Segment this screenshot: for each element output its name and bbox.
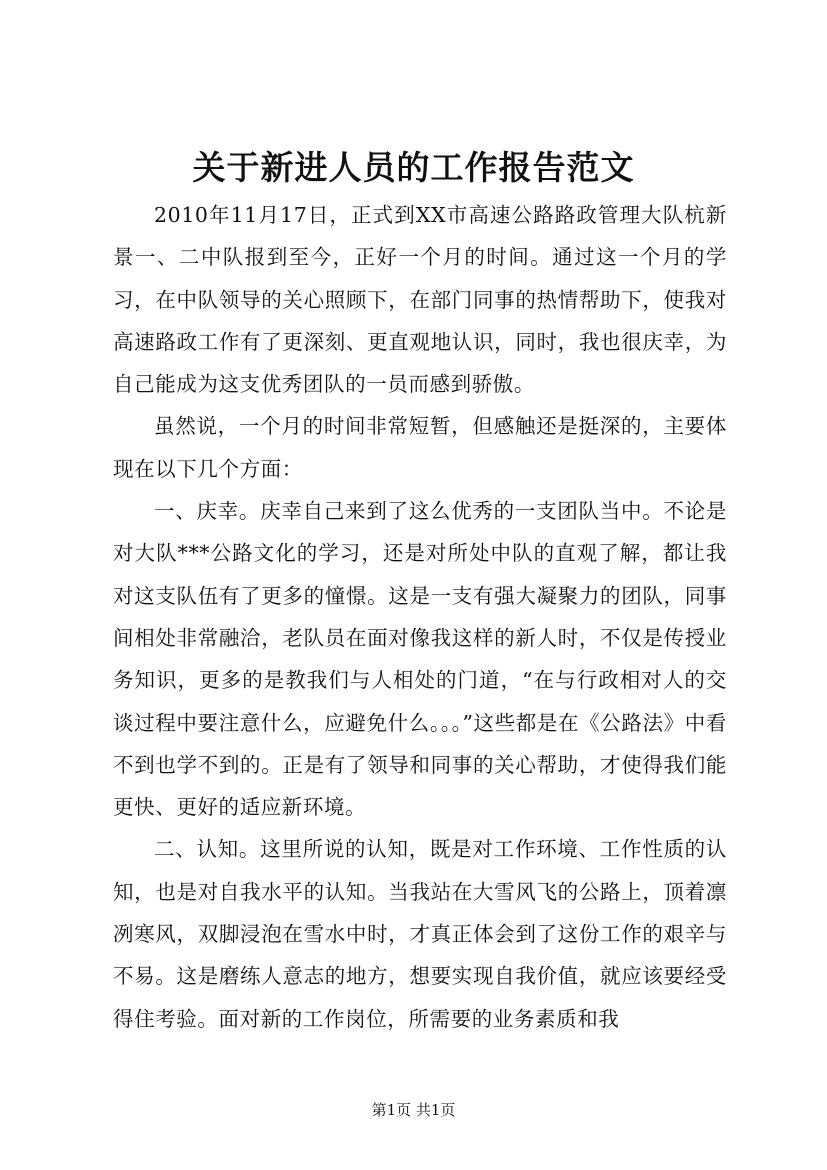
paragraph-1: 2010年11月17日，正式到XX市高速公路路政管理大队杭新景一、二中队报到至今，正好一个月的时间。通过这一个月的学习，在中队领导的关心照顾下，在部门同事的热情帮助下，使我对高速路政工作有了更深刻、更直观地认识，同时，我也很庆幸，为自己能成为这支优秀团队的一员而感到骄傲。 <box>113 203 727 397</box>
document-body <box>113 194 727 1040</box>
paragraph-4: 二、认知。这里所说的认知，既是对工作环境、工作性质的认知，也是对自我水平的认知。当我站在大雪风飞的公路上，顶着凛冽寒风，双脚浸泡在雪水中时，才真正体会到了这份工作的艰辛与不易。这是磨练人意志的地方，想要实现自我价值，就应该要经受得住考验。面对新的工作岗位，所需要的业务素质和我 <box>113 837 727 1031</box>
page-number-footer: 第1页 共1页 <box>371 1101 456 1119</box>
paragraph-3: 一、庆幸。庆幸自己来到了这么优秀的一支团队当中。不论是对大队***公路文化的学习，还是对所处中队的直观了解，都让我对这支队伍有了更多的憧憬。这是一支有强大凝聚力的团队，同事间相处非常融洽，老队员在面对像我这样的新人时，不仅是传授业务知识，更多的是教我们与人相处的门道，“在与行政相对人的交谈过程中要注意什么，应避免什么。。。”这些都是在《公路法》中看不到也学不到的。正是有了领导和同事的关心帮助，才使得我们能更快、更好的适应新环境。 <box>113 499 727 820</box>
paragraph-2: 虽然说，一个月的时间非常短暂，但感触还是挺深的，主要体现在以下几个方面： <box>113 414 727 481</box>
document-title: 关于新进人员的工作报告范文 <box>192 148 635 187</box>
